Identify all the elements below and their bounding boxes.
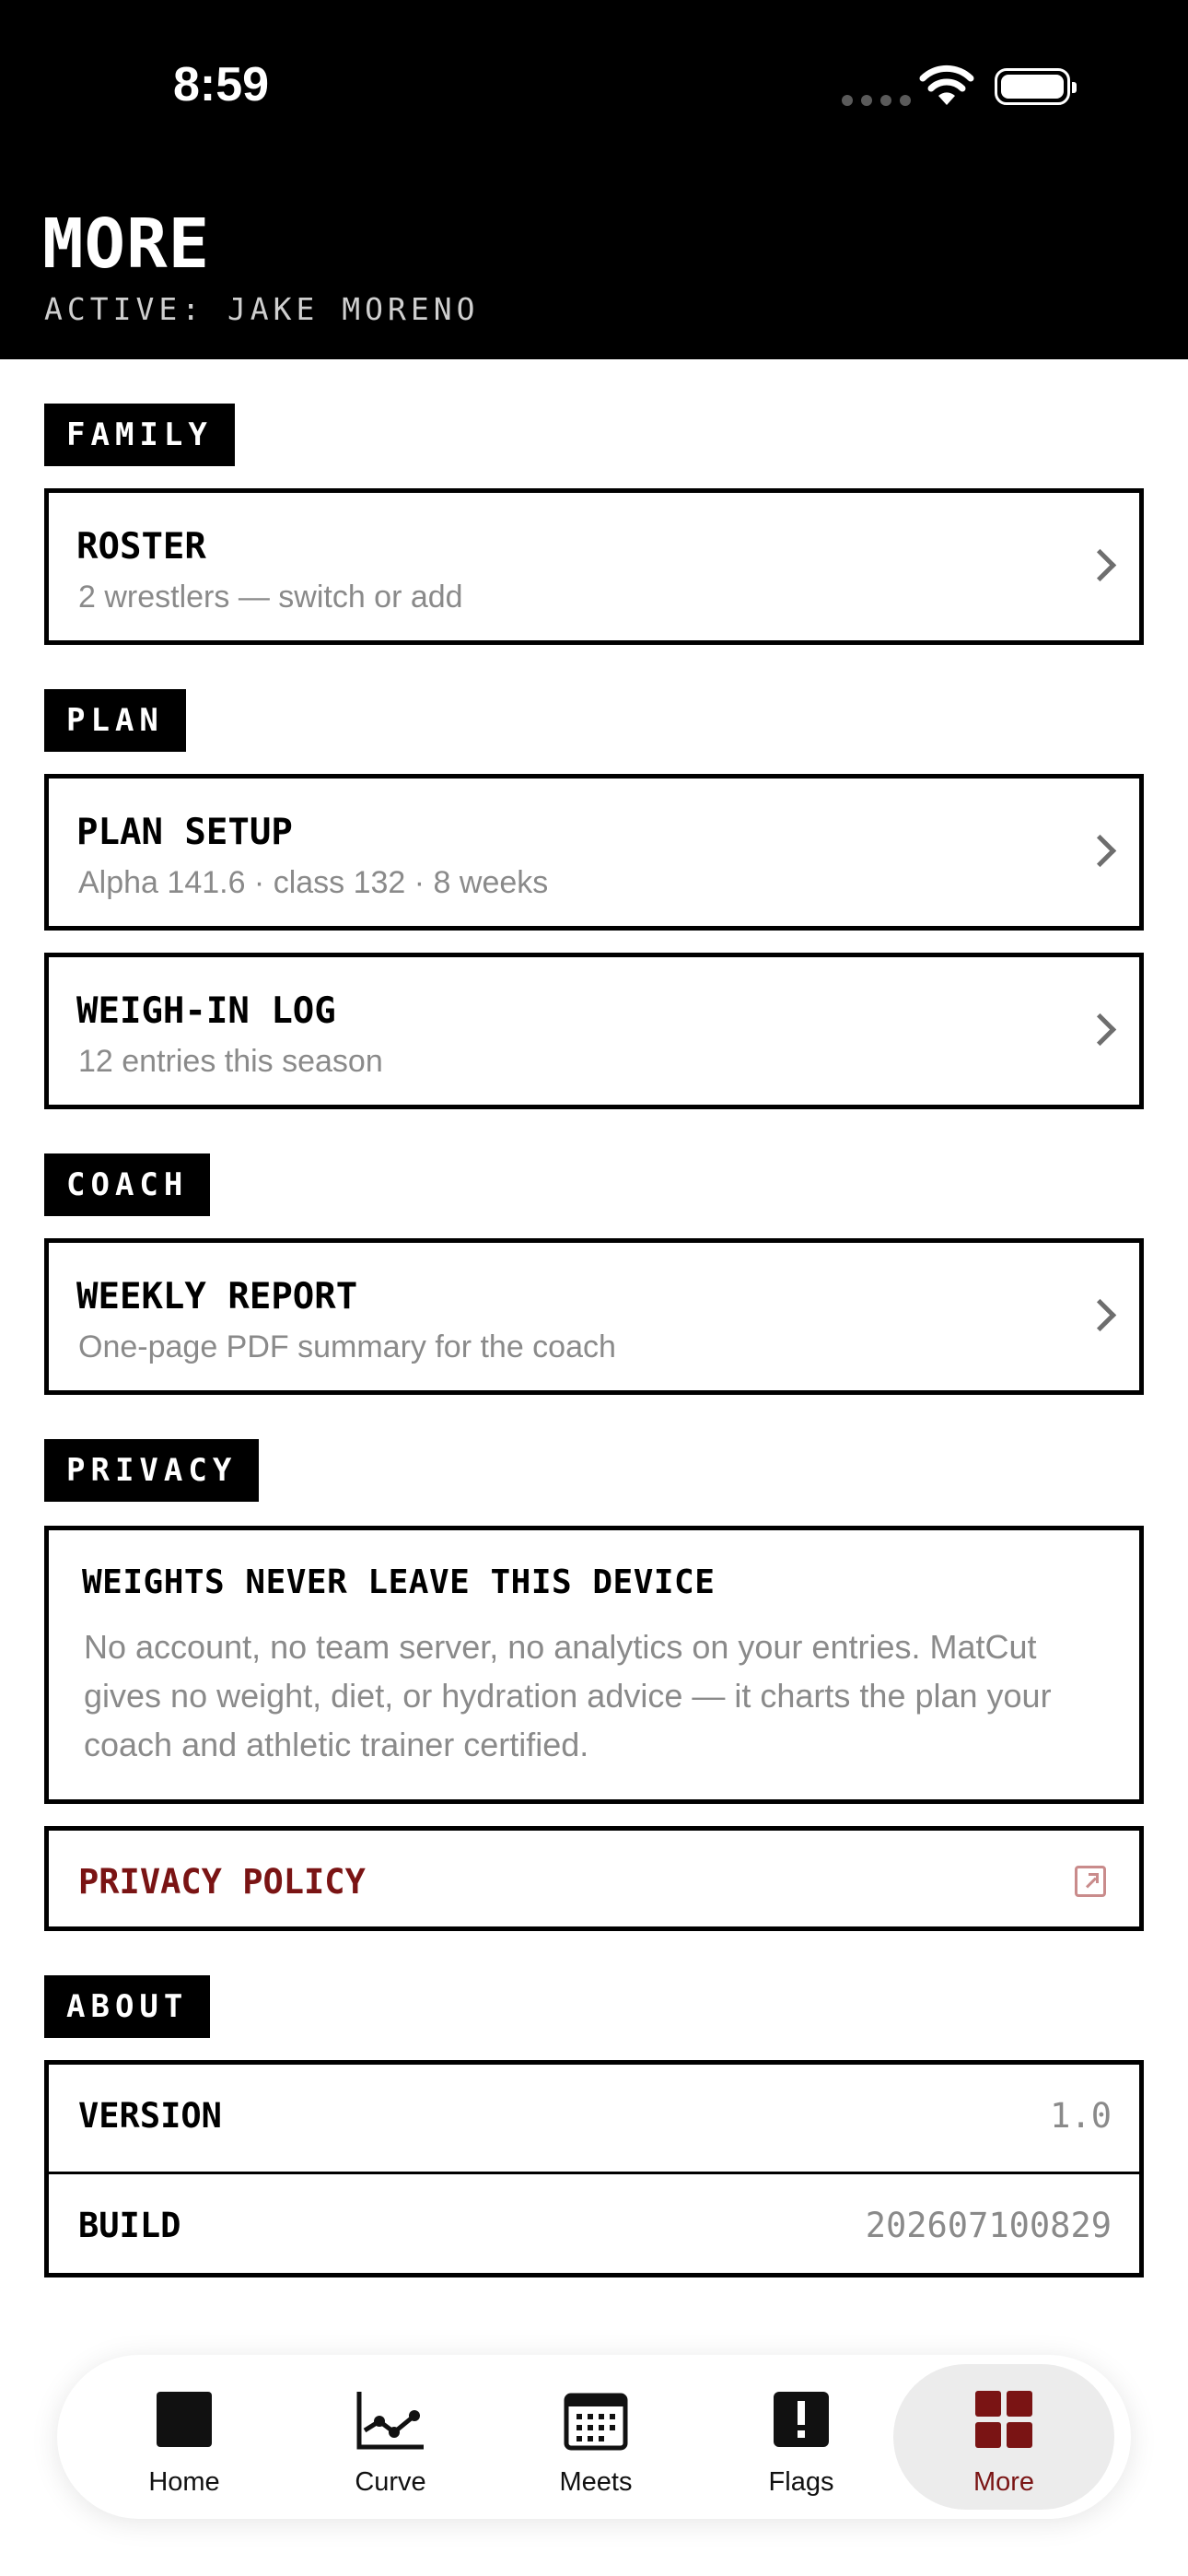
tab-curve[interactable]	[280, 2364, 501, 2510]
privacy-notice	[44, 1526, 1144, 1804]
active-wrestler-label: ACTIVE: JAKE MORENO	[44, 291, 480, 327]
build-value: 202607100829	[865, 2206, 1112, 2245]
plan-setup-subtitle: Alpha 141.6 · class 132 · 8 weeks	[78, 865, 549, 900]
tab-home[interactable]	[74, 2364, 295, 2510]
version-label: VERSION	[78, 2096, 222, 2136]
chevron-right-icon	[1084, 1299, 1116, 1331]
weekly-report-row[interactable]	[44, 1238, 1144, 1395]
tab-more-label: More	[973, 2467, 1035, 2497]
privacy-notice-title: WEIGHTS NEVER LEAVE THIS DEVICE	[82, 1563, 716, 1601]
roster-row[interactable]	[44, 488, 1144, 645]
section-label-privacy: PRIVACY	[44, 1439, 259, 1502]
version-value: 1.0	[1050, 2096, 1112, 2136]
tab-meets[interactable]	[485, 2364, 706, 2510]
tab-flags-label: Flags	[768, 2467, 834, 2497]
about-table	[44, 2060, 1144, 2277]
weekly-report-title: WEEKLY REPORT	[76, 1276, 358, 1317]
tab-home-label: Home	[148, 2467, 220, 2497]
external-link-icon	[1075, 1866, 1106, 1897]
page-title: MORE	[42, 205, 211, 284]
chevron-right-icon	[1084, 1013, 1116, 1046]
tab-meets-label: Meets	[559, 2467, 633, 2497]
section-label-about: ABOUT	[44, 1975, 210, 2038]
section-label-coach: COACH	[44, 1153, 210, 1216]
roster-subtitle: 2 wrestlers — switch or add	[78, 580, 463, 615]
header	[0, 0, 1188, 359]
build-label: BUILD	[78, 2206, 181, 2245]
roster-title: ROSTER	[76, 526, 206, 568]
privacy-policy-link[interactable]	[44, 1826, 1144, 1931]
version-row	[49, 2065, 1139, 2171]
tab-flags[interactable]	[691, 2364, 912, 2510]
section-label-plan: PLAN	[44, 689, 186, 752]
chevron-right-icon	[1084, 549, 1116, 581]
build-row	[49, 2174, 1139, 2280]
privacy-notice-body: No account, no team server, no analytics on your entries. MatCut gives no weight, diet, or hydration advice — it charts the plan your coach and athletic trainer certified.	[84, 1628, 1052, 1763]
chevron-right-icon	[1084, 835, 1116, 867]
cellular-signal-icon	[842, 95, 911, 106]
exclamation-icon	[772, 2390, 831, 2449]
calendar-icon	[564, 2390, 628, 2451]
home-square-icon	[155, 2390, 214, 2449]
wifi-icon	[919, 64, 974, 107]
grid-icon	[974, 2390, 1033, 2449]
weigh-in-log-title: WEIGH-IN LOG	[76, 990, 336, 1032]
privacy-policy-label: PRIVACY POLICY	[78, 1862, 366, 1902]
plan-setup-title: PLAN SETUP	[76, 812, 293, 853]
weigh-in-log-row[interactable]	[44, 953, 1144, 1109]
weigh-in-log-subtitle: 12 entries this season	[78, 1044, 383, 1079]
tab-curve-label: Curve	[355, 2467, 426, 2497]
section-label-family: FAMILY	[44, 404, 235, 466]
tab-bar	[57, 2355, 1131, 2519]
status-time: 8:59	[173, 58, 270, 111]
plan-setup-row[interactable]	[44, 774, 1144, 931]
line-chart-icon	[355, 2390, 425, 2451]
tab-more[interactable]	[893, 2364, 1114, 2510]
weekly-report-subtitle: One-page PDF summary for the coach	[78, 1329, 616, 1364]
battery-icon	[995, 68, 1070, 105]
